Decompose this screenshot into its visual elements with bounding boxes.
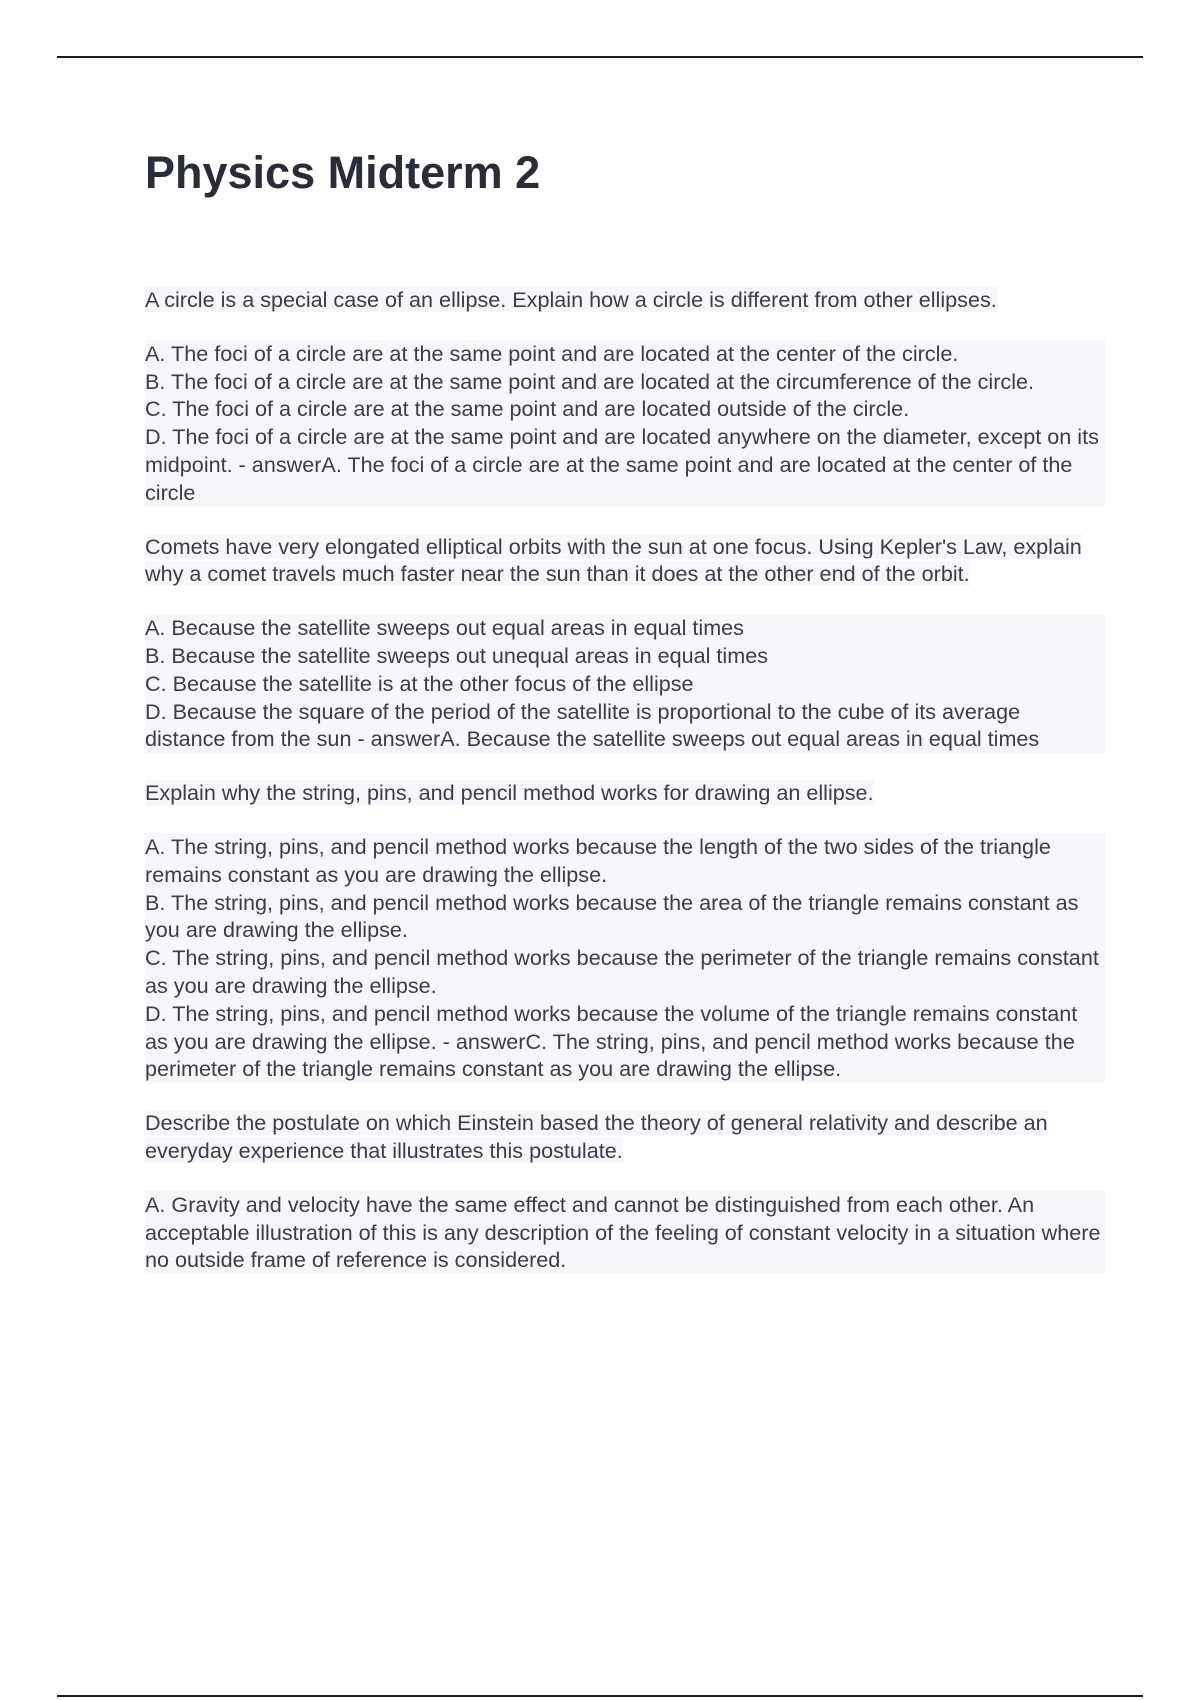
- option-a: A. The string, pins, and pencil method works because the length of the two sides of the triangle remains constant as you are drawing the ellipse.: [145, 833, 1105, 889]
- page-title: Physics Midterm 2: [145, 147, 541, 198]
- question-text: Describe the postulate on which Einstein based the theory of general relativity and describe an everyday experience that illustrates this postulate.: [145, 1110, 1048, 1163]
- question-list: [145, 286, 1105, 1274]
- document-body: [145, 142, 1105, 1300]
- option-c: C. The string, pins, and pencil method works because the perimeter of the triangle remains constant as you are drawing the ellipse.: [145, 944, 1105, 1000]
- answer-options: [145, 1191, 1105, 1274]
- question-block: [145, 779, 1105, 1083]
- option-a: A. Because the satellite sweeps out equal areas in equal times: [145, 614, 1105, 642]
- answer-options: [145, 614, 1105, 753]
- option-a: A. Gravity and velocity have the same effect and cannot be distinguished from each other. An acceptable illustration of this is any description of the feeling of constant velocity in a situation where no outside frame of reference is considered.: [145, 1191, 1105, 1274]
- question-block: [145, 533, 1105, 754]
- question-block: [145, 1109, 1105, 1274]
- option-d-with-answer: D. The foci of a circle are at the same point and are located anywhere on the diameter, except on its midpoint. - answerA. The foci of a circle are at the same point and are located at the center of the circle: [145, 423, 1105, 506]
- option-d-with-answer: D. The string, pins, and pencil method works because the volume of the triangle remains constant as you are drawing the ellipse. - answerC. The string, pins, and pencil method works because the perimeter of the triangle remains constant as you are drawing the ellipse.: [145, 1000, 1105, 1083]
- answer-options: [145, 833, 1105, 1083]
- question-text: Comets have very elongated elliptical orbits with the sun at one focus. Using Kepler's Law, explain why a comet travels much faster near the sun than it does at the other end of the orbit.: [145, 533, 1082, 587]
- option-b: B. The foci of a circle are at the same point and are located at the circumference of the circle.: [145, 368, 1105, 396]
- option-c: C. The foci of a circle are at the same point and are located outside of the circle.: [145, 395, 1105, 423]
- question-text: Explain why the string, pins, and pencil method works for drawing an ellipse.: [145, 780, 874, 806]
- question-text: A circle is a special case of an ellipse. Explain how a circle is different from other ellipses.: [145, 287, 997, 312]
- option-c: C. Because the satellite is at the other focus of the ellipse: [145, 670, 1105, 698]
- option-d-with-answer: D. Because the square of the period of the satellite is proportional to the cube of its average distance from the sun - answerA. Because the satellite sweeps out equal areas in equal times: [145, 698, 1105, 754]
- question-block: [145, 286, 1105, 507]
- option-b: B. The string, pins, and pencil method works because the area of the triangle remains constant as you are drawing the ellipse.: [145, 889, 1105, 945]
- option-a: A. The foci of a circle are at the same point and are located at the center of the circle.: [145, 340, 1105, 368]
- bottom-rule: [57, 1695, 1143, 1697]
- answer-options: [145, 340, 1105, 507]
- top-rule: [57, 56, 1143, 58]
- option-b: B. Because the satellite sweeps out unequal areas in equal times: [145, 642, 1105, 670]
